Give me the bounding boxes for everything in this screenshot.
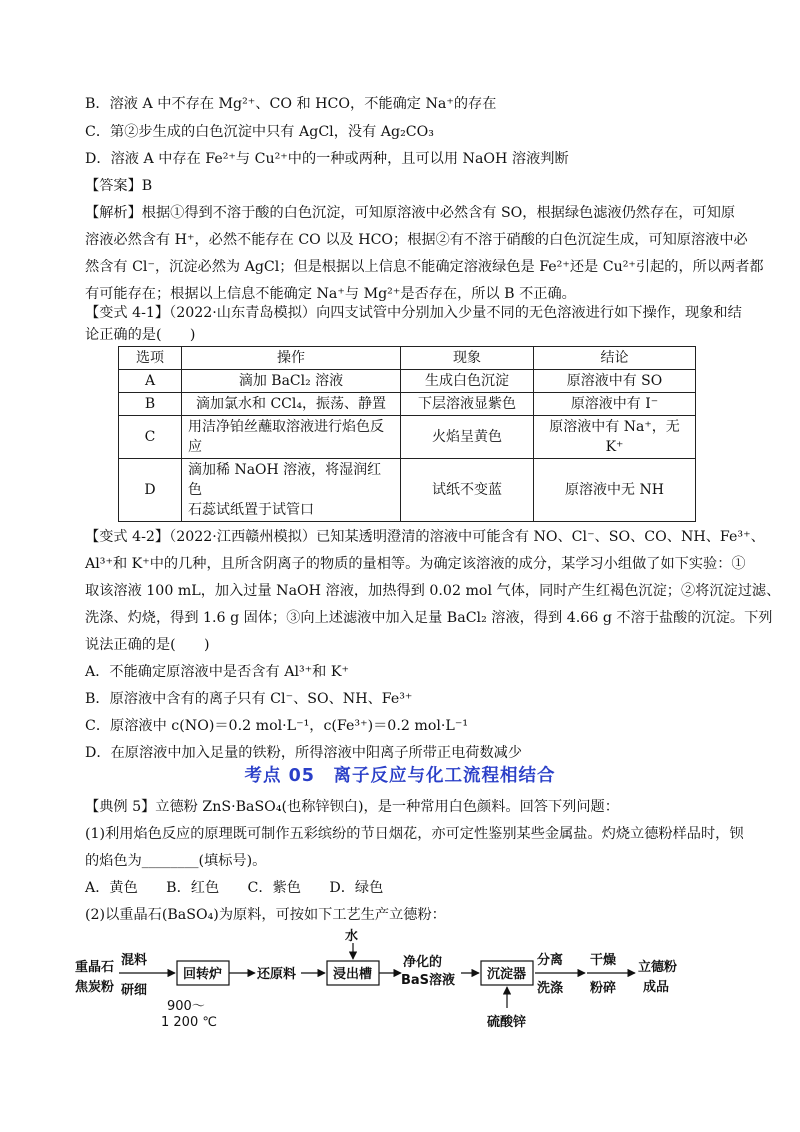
table-cell: D (119, 459, 182, 522)
table-row (119, 393, 696, 416)
table-row (119, 416, 696, 459)
option-b: B．溶液 A 中不存在 Mg²⁺、CO 和 HCO，不能确定 Na⁺的存在 (85, 96, 497, 112)
table-header: 选项 (119, 347, 182, 370)
table-cell: 下层溶液显紫色 (401, 393, 534, 416)
intermediate-label: BaS溶液 (401, 973, 456, 988)
step-label: 混料 (121, 953, 148, 968)
variant-4-2-option-c: C．原溶液中 c(NO)＝0.2 mol·L⁻¹，c(Fe³⁺)＝0.2 mol·L⁻¹ (85, 718, 469, 734)
cell-line: 用洁净铂丝蘸取溶液进行焰色反 (188, 419, 384, 435)
analysis-line: 【解析】根据①得到不溶于酸的白色沉淀，可知原溶液中必然含有 SO，根据绿色滤液仍然存在，可知原 (85, 205, 736, 221)
example-5-line: (1)利用焰色反应的原理既可制作五彩缤纷的节日烟花，亦可定性鉴别某些金属盐。灼烧立德粉样品时，钡 (85, 826, 744, 842)
example-5-line: 的焰色为________(填标号)。 (85, 853, 267, 869)
analysis-line: 溶液必然含有 H⁺，必然不能存在 CO 以及 HCO；根据②有不溶于硝酸的白色沉淀生成，可知原溶液中必 (85, 232, 748, 248)
table-cell: 滴加 BaCl₂ 溶液 (182, 370, 401, 393)
cell-line: 滴加稀 NaOH 溶液，将湿润红色 (188, 462, 382, 498)
table-header: 结论 (534, 347, 696, 370)
example-5-choices: A．黄色 B．红色 C．紫色 D．绿色 (85, 880, 384, 896)
variant-4-2-option-b: B．原溶液中含有的离子只有 Cl⁻、SO、NH、Fe³⁺ (85, 691, 413, 707)
option-c: C．第②步生成的白色沉淀中只有 AgCl，没有 Ag₂CO₃ (85, 124, 434, 140)
product-label: 立德粉 (638, 960, 678, 975)
variant-4-2-line: Al³⁺和 K⁺中的几种，且所含阴离子的物质的量相等。为确定该溶液的成分，某学习小组做了如下实验：① (85, 556, 746, 572)
cell-line: 石蕊试纸置于试管口 (188, 502, 314, 518)
table-cell: 原溶液中有 Na⁺，无 K⁺ (534, 416, 696, 459)
table-cell: 试纸不变蓝 (401, 459, 534, 522)
example-5-line: (2)以重晶石(BaSO₄)为原料，可按如下工艺生产立德粉： (85, 907, 446, 923)
table-row (119, 370, 696, 393)
table-cell: 原溶液中有 I⁻ (534, 393, 696, 416)
table-cell: A (119, 370, 182, 393)
raw-material-label: 焦炭粉 (75, 980, 115, 995)
table-cell: 生成白色沉淀 (401, 370, 534, 393)
variant-4-2-line: 说法正确的是( ) (85, 637, 210, 653)
table-cell: 原溶液中有 SO (534, 370, 696, 393)
table-header: 操作 (182, 347, 401, 370)
step-label: 研细 (121, 983, 148, 998)
cell-line: 应 (188, 439, 202, 455)
process-box-label: 浸出槽 (333, 967, 373, 982)
table-cell: 火焰呈黄色 (401, 416, 534, 459)
temperature-label: 900～ (167, 999, 205, 1014)
answer: 【答案】B (85, 178, 153, 194)
intermediate-label: 还原料 (257, 967, 297, 982)
process-flow-diagram (75, 928, 715, 1048)
step-label: 粉碎 (590, 981, 617, 996)
analysis-line: 有可能存在；根据以上信息不能确定 Na⁺与 Mg²⁺是否存在，所以 B 不正确。 (85, 286, 576, 302)
analysis-line: 然含有 Cl⁻，沉淀必然为 AgCl；但是根据以上信息不能确定溶液绿色是 Fe²⁺还是 Cu²⁺引起的，所以两者都 (85, 259, 764, 275)
variant-4-1-line: 【变式 4-1】（2022·山东青岛模拟）向四支试管中分别加入少量不同的无色溶液进行如下操作，现象和结 (85, 305, 742, 321)
options-table (118, 346, 696, 522)
table-header: 现象 (401, 347, 534, 370)
input-label: 硫酸锌 (487, 1015, 527, 1030)
example-5-line: 【典例 5】立德粉 ZnS·BaSO₄(也称锌钡白)，是一种常用白色颜料。回答下列问题： (85, 799, 619, 815)
raw-material-label: 重晶石 (75, 960, 115, 975)
step-label: 洗涤 (537, 981, 564, 996)
table-header-row (119, 347, 696, 370)
step-label: 干燥 (590, 953, 617, 968)
variant-4-2-line: 取该溶液 100 mL，加入过量 NaOH 溶液，加热得到 0.02 mol 气体，同时产生红褐色沉淀；②将沉淀过滤、 (85, 583, 781, 599)
intermediate-label: 净化的 (403, 955, 443, 970)
process-box-label: 沉淀器 (487, 967, 527, 982)
section-heading: 考点 05 离子反应与化工流程相结合 (244, 766, 556, 786)
table-cell: C (119, 416, 182, 459)
process-box-label: 回转炉 (183, 967, 223, 982)
table-cell: 原溶液中无 NH (534, 459, 696, 522)
variant-4-1-line: 论正确的是( ) (85, 327, 196, 343)
table-row (119, 459, 696, 522)
table-cell (182, 416, 401, 459)
variant-4-2-line: 洗涤、灼烧，得到 1.6 g 固体；③向上述滤液中加入足量 BaCl₂ 溶液，得到 4.66 g 不溶于盐酸的沉淀。下列 (85, 610, 773, 626)
input-label: 水 (345, 929, 359, 944)
table-cell: 滴加氯水和 CCl₄，振荡、静置 (182, 393, 401, 416)
product-label: 成品 (643, 980, 670, 995)
variant-4-2-option-a: A．不能确定原溶液中是否含有 Al³⁺和 K⁺ (85, 664, 349, 680)
option-d: D．溶液 A 中存在 Fe²⁺与 Cu²⁺中的一种或两种，且可以用 NaOH 溶液判断 (85, 151, 569, 167)
temperature-label: 1 200 ℃ (161, 1015, 217, 1030)
variant-4-2-line: 【变式 4-2】（2022·江西赣州模拟）已知某透明澄清的溶液中可能含有 NO、Cl⁻、SO、CO、NH、Fe³⁺、 (85, 529, 765, 545)
table-cell: B (119, 393, 182, 416)
variant-4-2-option-d: D．在原溶液中加入足量的铁粉，所得溶液中阳离子所带正电荷数减少 (85, 745, 523, 761)
step-label: 分离 (537, 953, 564, 968)
table-cell (182, 459, 401, 522)
